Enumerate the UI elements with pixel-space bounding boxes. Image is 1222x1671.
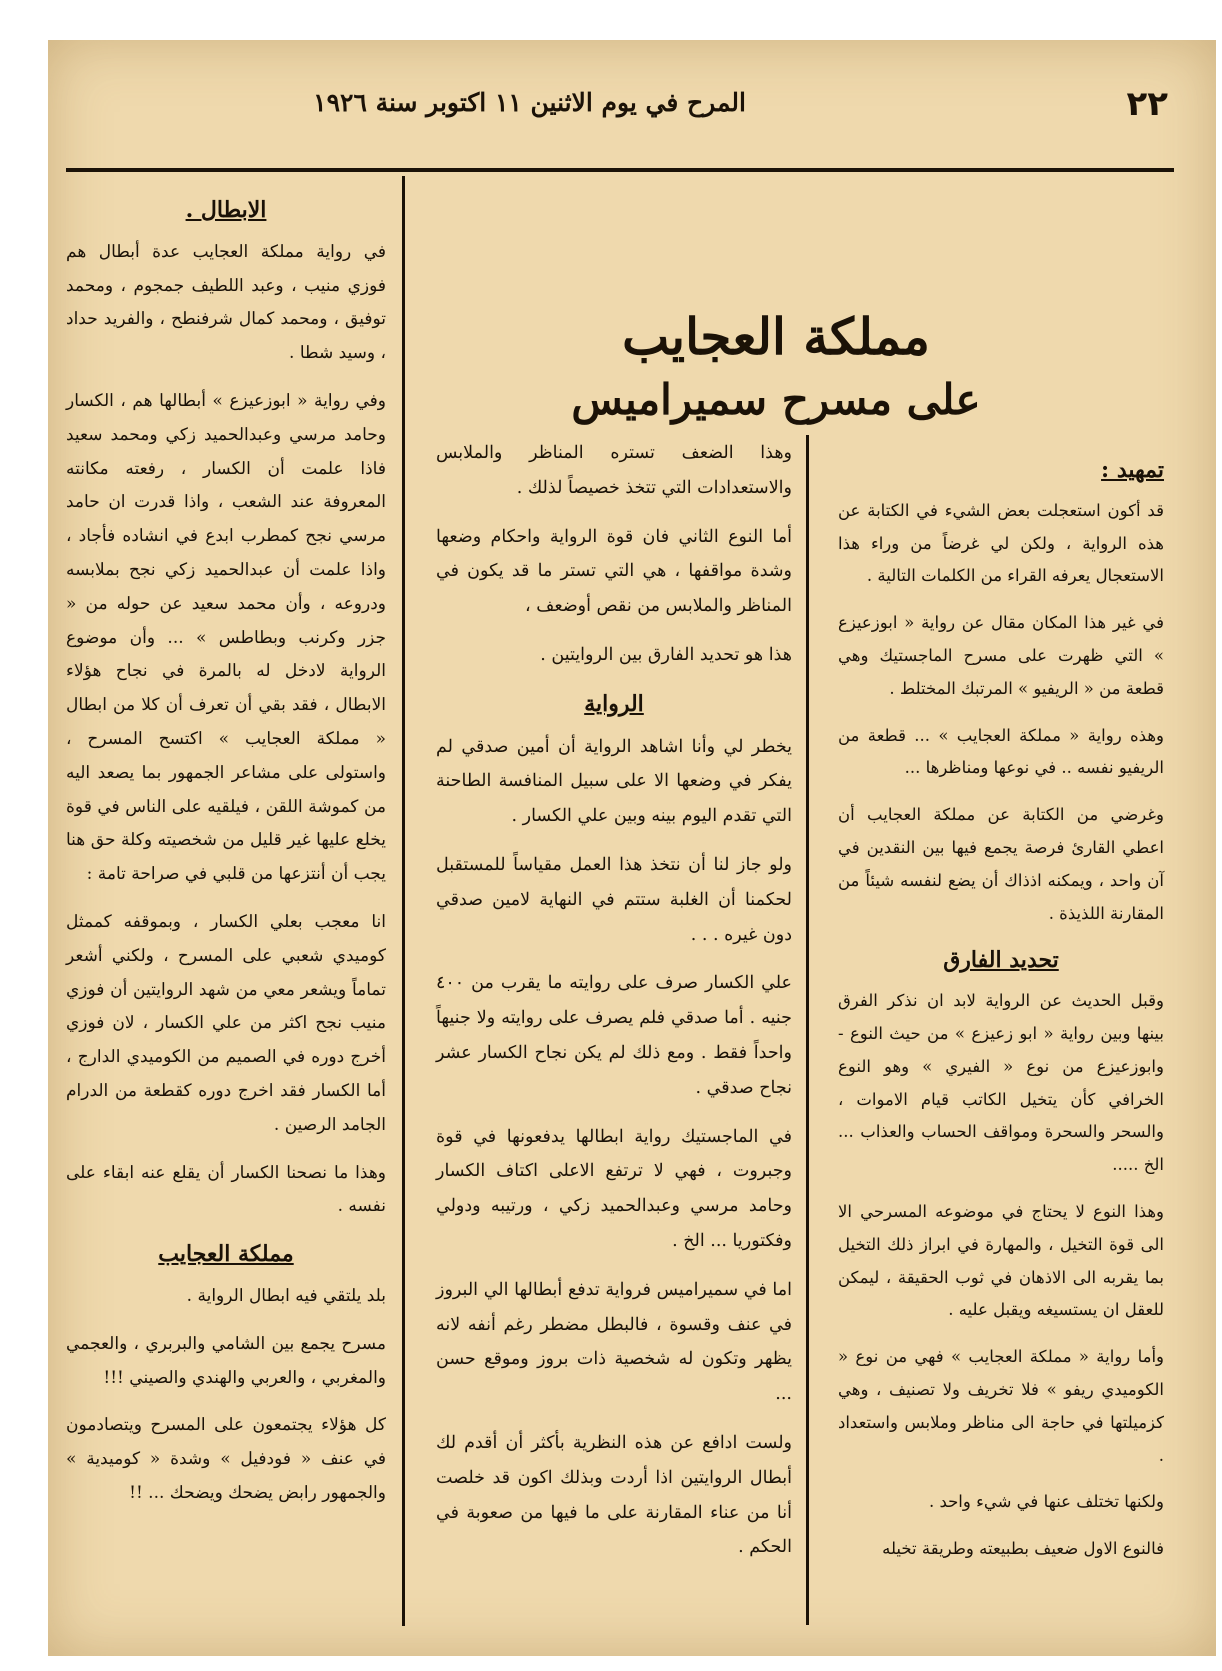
paragraph: وهذا النوع لا يحتاج في موضوعه المسرحي الا الى قوة التخيل ، والمهارة في ابراز ذلك التخيل بما يقربه الى الاذهان في ثوب الحقيقة ، ليمكن للعقل ان يستسيغه ويقبل عليه . xyxy=(838,1201,1164,1320)
article-title: مملكة العجايب xyxy=(622,307,930,366)
page-content xyxy=(48,40,1216,1656)
section-heading-heroes: الابطال . xyxy=(185,197,267,223)
paragraph: في رواية مملكة العجايب عدة أبطال هم فوزي منيب ، وعبد اللطيف جمجوم ، ومحمد توفيق ، ومحمد كمال شرفنطح ، والفريد حداد ، وسيد شطا . xyxy=(66,241,386,364)
header-rule xyxy=(66,168,1174,172)
paragraph: قد أكون استعجلت بعض الشيء في الكتابة عن هذه الرواية ، ولكن لي غرضاً من وراء هذا الاستعجال يعرفه القراء من الكلمات التالية . xyxy=(838,500,1164,586)
paragraph: ولكنها تختلف عنها في شيء واحد . xyxy=(928,1492,1164,1512)
paragraph: فالنوع الاول ضعيف بطبيعته وطريقة تخيله xyxy=(882,1539,1164,1559)
paragraph: علي الكسار صرف على روايته ما يقرب من ٤٠٠ جنيه . أما صدقي فلم يصرف على روايته ولا جنيهاً واحداً فقط . ومع ذلك لم يكن نجاح الكسار عشر نجاح صدقي . xyxy=(436,973,792,1098)
paragraph: اما في سميراميس فرواية تدفع أبطالها الي البروز في عنف وقسوة ، فالبطل مضطر رغم أنفه لانه يظهر وتكون له شخصية ذات بروز وموقع حسن ... xyxy=(436,1279,792,1405)
paragraph: كل هؤلاء يجتمعون على المسرح ويتصادمون في عنف « فودفيل » وشدة « كوميدية » والجمهور رابض يضحك ويضحك ... !! xyxy=(66,1415,386,1503)
paragraph: في الماجستيك رواية ابطالها يدفعونها في قوة وجبروت ، فهي لا ترتفع الاعلى اكتاف الكسار وحامد مرسي وعبدالحميد زكي ، ورتيبه ودولي وفكتوريا ... الخ . xyxy=(436,1126,792,1251)
newspaper-page xyxy=(48,40,1216,1656)
column-middle xyxy=(436,436,792,1579)
paragraph: وهذه رواية « مملكة العجايب » ... قطعة من الريفيو نفسه .. في نوعها ومناظرها ... xyxy=(838,725,1164,778)
paragraph: وهذا الضعف تستره المناظر والملابس والاستعدادات التي تتخذ خصيصاً لذلك . xyxy=(436,443,792,498)
section-heading-difference: تحديد الفارق xyxy=(943,947,1059,974)
paragraph: هذا هو تحديد الفارق بين الروايتين . xyxy=(540,644,792,665)
paragraph: وقبل الحديث عن الرواية لابد ان نذكر الفرق بينها وبين رواية « ابو زعيزع » من حيث النوع - وابوزعيزع من نوع « الفيري » وهو النوع الخرافي كأن يتخيل الكاتب قيام الاموات ، والسحر والسحرة ومواقف الحساب والعذاب ... الخ ..... xyxy=(838,991,1164,1175)
paragraph: وغرضي من الكتابة عن مملكة العجايب أن اعطي القارئ فرصة يجمع فيها بين النقدين في آن واحد ، ويمكنه اذذاك أن يضع لنفسه شيئاً من المقارنة اللذيذة . xyxy=(838,805,1164,923)
paragraph: مسرح يجمع بين الشامي والبربري ، والعجمي والمغربي ، والعربي والهندي والصيني !!! xyxy=(66,1333,386,1388)
paragraph: بلد يلتقي فيه ابطال الرواية . xyxy=(186,1285,386,1306)
page-header xyxy=(70,80,1186,132)
paragraph: وهذا ما نصحنا الكسار أن يقلع عنه ابقاء على نفسه . xyxy=(66,1162,386,1217)
paragraph: يخطر لي وأنا اشاهد الرواية أن أمين صدقي لم يفكر في وضعها الا على سبيل المنافسة الطاحنة التي تقدم اليوم بينه وبين علي الكسار . xyxy=(436,736,792,827)
dateline: المرح في يوم الاثنين ١١ اكتوبر سنة ١٩٢٦ xyxy=(313,88,746,117)
paragraph: أما النوع الثاني فان قوة الرواية واحكام وضعها وشدة مواقفها ، هي التي تستر ما قد يكون في المناظر والملابس من نقص أوضعف ، xyxy=(436,526,792,617)
section-heading-intro: تمهيد : xyxy=(1101,457,1164,483)
column-rule-right xyxy=(806,435,809,1625)
paragraph: في غير هذا المكان مقال عن رواية « ابوزعيزع » التي ظهرت على مسرح الماجستيك وهي قطعة من « الريفيو » المرتبك المختلط . xyxy=(838,613,1164,698)
article-headline xyxy=(546,302,1006,428)
paragraph: وأما رواية « مملكة العجايب » فهي من نوع « الكوميدي ريفو » فلا تخريف ولا تصنيف ، وهي كزميلتها في حاجة الى مناظر وملابس واستعداد . xyxy=(838,1347,1164,1465)
paragraph: ولست ادافع عن هذه النظرية بأكثر أن أقدم لك أبطال الروايتين اذا أردت وبذلك اكون قد خلصت أنا من عناء المقارنة على ما فيها من صعوبة في الحكم . xyxy=(436,1432,792,1558)
column-rule-left xyxy=(402,176,405,1626)
paragraph: وفي رواية « ابوزعيزع » أبطالها هم ، الكسار وحامد مرسي وعبدالحميد زكي ومحمد سعيد فاذا علمت أن الكسار ، رفعته مكانته المعروفة عند الشعب ، واذا قدرت ان حامد مرسي نجح كمطرب ابدع في انشاده فأجاد ، واذا علمت أن عبدالحميد زكي نجح بملابسه ودروعه ، وأن محمد سعيد عن حوله من « جزر وكرنب وبطاطس » ... وأن موضوع الرواية لادخل له بالمرة في نجاح هؤلاء الابطال ، فقد بقي أن تعرف أن كلا من ابطال « مملكة العجايب » اكتسح المسرح ، واستولى على مشاعر الجمهور بما يصعد اليه من كموشة اللقن ، فيلقيه على الناس في قوة يخلع عليها غير قليل من شخصيته وكلة حق هنا يجب أن أنتزعها من قلبي في صراحة تامة : xyxy=(66,390,386,885)
section-heading-play: الرواية xyxy=(584,690,644,717)
page-number: ٢٢ xyxy=(1126,84,1168,124)
column-right xyxy=(838,448,1164,1580)
paragraph: ولو جاز لنا أن نتخذ هذا العمل مقياساً للمستقبل لحكمنا أن الغلبة ستتم في النهاية لامين صدقي دون غيره . . . xyxy=(436,854,792,945)
column-left xyxy=(66,188,386,1525)
section-heading-kingdom: مملكة العجايب xyxy=(158,1241,294,1268)
article-subtitle: على مسرح سميراميس xyxy=(571,375,981,424)
paragraph: انا معجب بعلي الكسار ، وبموقفه كممثل كوميدي شعبي على المسرح ، ولكني أشعر تماماً ويشعر معي من شهد الروايتين أن فوزي منيب نجح اكثر من علي الكسار ، لان فوزي أخرج دوره في الصميم من الكوميدي الدارج ، أما الكسار فقد اخرج دوره كقطعة من الدرام الجامد الرصين . xyxy=(66,911,386,1135)
